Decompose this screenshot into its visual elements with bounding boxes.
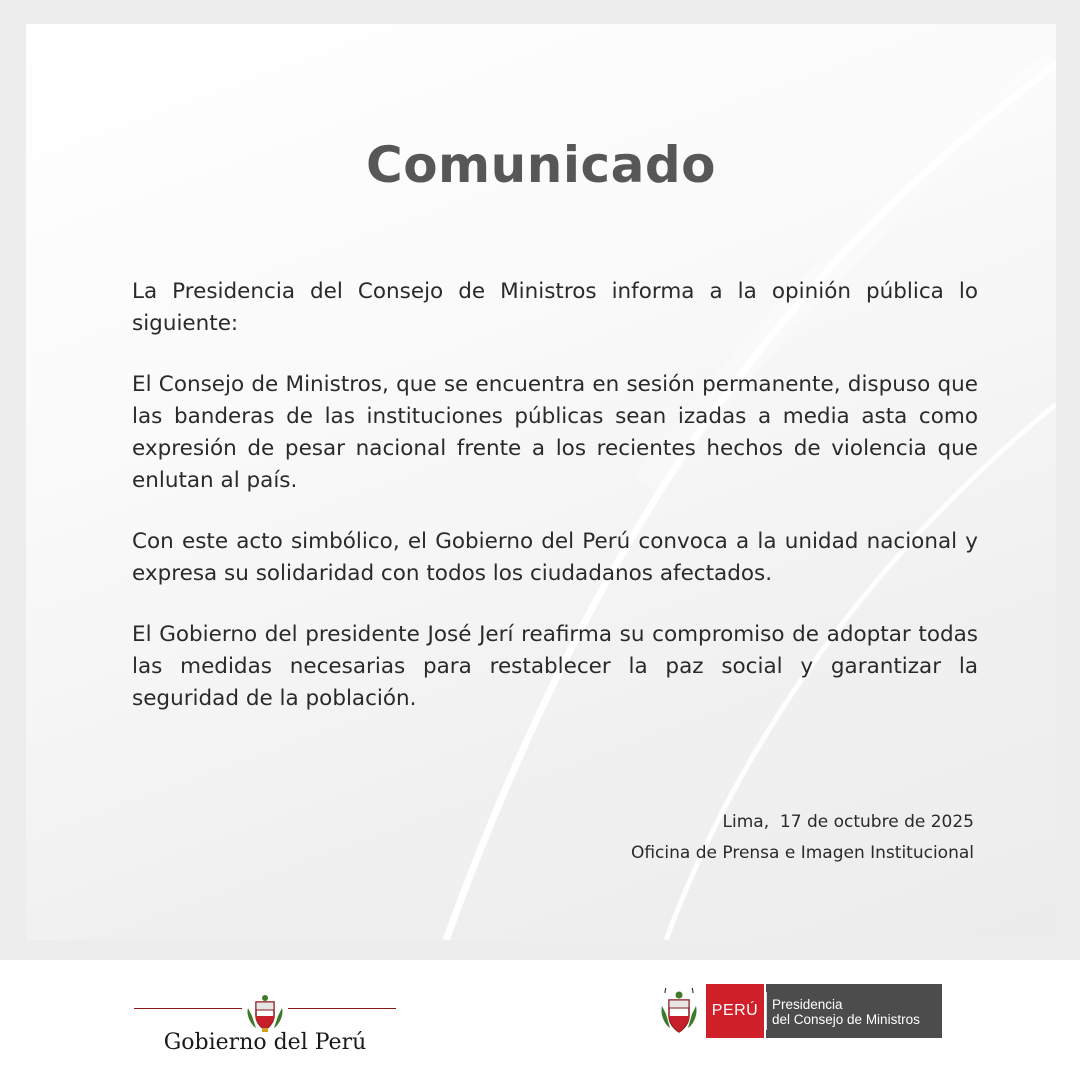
gobierno-text: Gobierno del Perú — [163, 1030, 367, 1055]
paragraph: La Presidencia del Consejo de Ministros informa a la opinión pública lo siguiente: — [132, 279, 978, 336]
divider — [134, 1008, 242, 1009]
gobierno-del-peru-logo — [134, 978, 396, 1055]
pcm-line-2: del Consejo de Ministros — [772, 1012, 920, 1027]
divider — [766, 992, 767, 1030]
signature-block — [631, 807, 974, 869]
coat-of-arms-icon — [658, 988, 700, 1036]
pcm-label — [766, 984, 942, 1038]
paragraph: El Consejo de Ministros, que se encuentra en sesión permanente, dispuso que las banderas de las instituciones públicas sean izadas a media asta como expresión de pesar nacional frente a los recientes hechos de violencia que enlutan al país. — [132, 372, 978, 493]
footer — [0, 960, 1080, 1080]
issuing-office: Oficina de Prensa e Imagen Institucional — [630, 843, 974, 863]
paragraph: Con este acto simbólico, el Gobierno del Perú convoca a la unidad nacional y expresa su solidaridad con todos los ciudadanos afectados. — [132, 529, 978, 586]
communique-card — [26, 24, 1056, 940]
communique-body — [132, 276, 978, 715]
pcm-line-1: Presidencia — [772, 997, 843, 1012]
page-title: Comunicado — [366, 136, 716, 194]
divider — [288, 1008, 396, 1009]
place-date: Lima, 17 de octubre de 2025 — [722, 812, 974, 832]
peru-badge: PERÚ — [706, 984, 764, 1038]
pcm-logo — [658, 980, 944, 1040]
paragraph: El Gobierno del presidente José Jerí reafirma su compromiso de adoptar todas las medidas necesarias para restablecer la paz social y garantizar la seguridad de la población. — [132, 622, 978, 711]
coat-of-arms-icon — [244, 994, 286, 1034]
